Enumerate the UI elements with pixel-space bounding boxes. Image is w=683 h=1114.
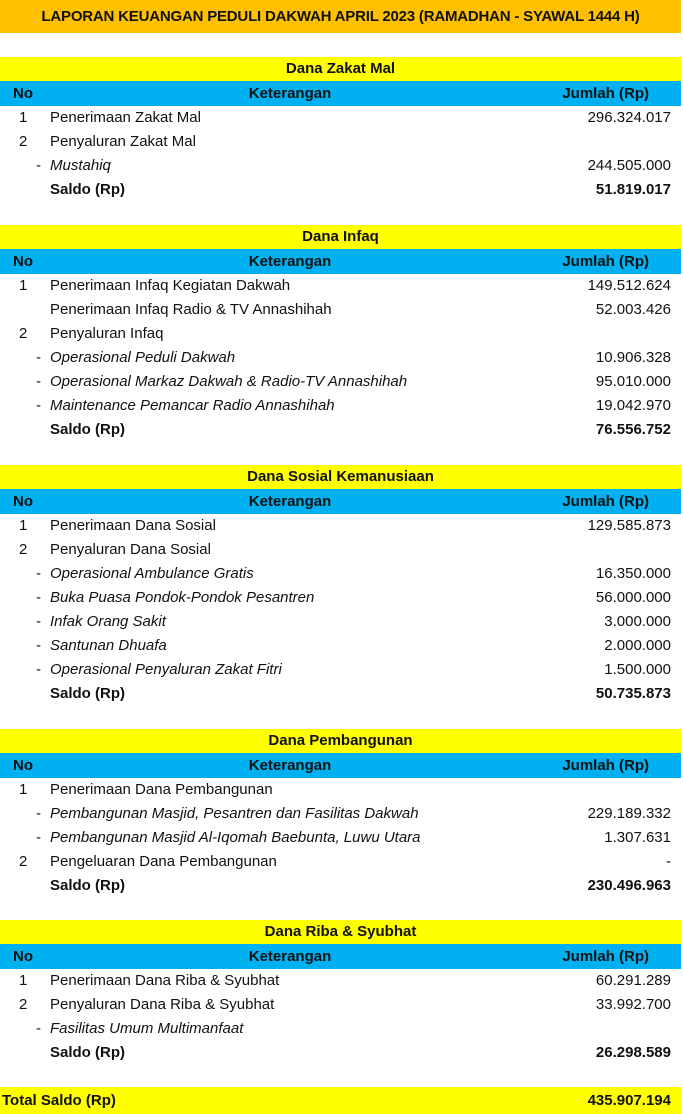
row-label: Mustahiq xyxy=(50,157,111,174)
row-amount: 1.307.631 xyxy=(604,829,671,846)
row-amount: 230.496.963 xyxy=(587,877,671,894)
row-dash: - xyxy=(36,1020,41,1037)
table-row xyxy=(0,178,681,202)
section-title: Dana Sosial Kemanusiaan xyxy=(0,465,681,489)
row-amount: 60.291.289 xyxy=(595,972,671,989)
table-row xyxy=(0,538,681,562)
row-label: Operasional Markaz Dakwah & Radio-TV Annashihah xyxy=(50,373,408,390)
row-number: 1 xyxy=(19,517,28,534)
row-label: Operasional Ambulance Gratis xyxy=(50,565,254,582)
row-amount: 244.505.000 xyxy=(587,157,671,174)
row-label: Penerimaan Infaq Kegiatan Dakwah xyxy=(50,277,291,294)
col-keterangan: Keterangan xyxy=(248,948,332,965)
table-row xyxy=(0,1017,681,1041)
col-jumlah: Jumlah (Rp) xyxy=(562,757,649,774)
table-row xyxy=(0,850,681,874)
row-number: 2 xyxy=(19,325,28,342)
row-label: Saldo (Rp) xyxy=(50,877,125,894)
table-row xyxy=(0,106,681,130)
row-amount: 10.906.328 xyxy=(595,349,671,366)
row-amount: 2.000.000 xyxy=(604,637,671,654)
col-jumlah: Jumlah (Rp) xyxy=(562,85,649,102)
table-row xyxy=(0,514,681,538)
row-dash: - xyxy=(36,349,41,366)
table-row xyxy=(0,130,681,154)
table-row xyxy=(0,346,681,370)
row-dash: - xyxy=(36,661,41,678)
column-header xyxy=(0,81,681,106)
col-no: No xyxy=(13,253,33,270)
row-label: Penerimaan Infaq Radio & TV Annashihah xyxy=(50,301,332,318)
row-label: Maintenance Pemancar Radio Annashihah xyxy=(50,397,335,414)
total-saldo-amount: 435.907.194 xyxy=(587,1092,671,1109)
table-row xyxy=(0,394,681,418)
table-row xyxy=(0,874,681,898)
row-label: Saldo (Rp) xyxy=(50,421,125,438)
section-dana-sosial-kemanusiaan xyxy=(0,465,681,706)
table-row xyxy=(0,274,681,298)
row-number: 2 xyxy=(19,541,28,558)
table-row xyxy=(0,969,681,993)
section-title: Dana Pembangunan xyxy=(0,729,681,753)
row-dash: - xyxy=(36,373,41,390)
row-amount: 52.003.426 xyxy=(595,301,671,318)
table-row xyxy=(0,993,681,1017)
row-amount: 1.500.000 xyxy=(604,661,671,678)
section-dana-zakat-mal xyxy=(0,57,681,202)
table-row xyxy=(0,826,681,850)
table-row xyxy=(0,586,681,610)
row-label: Buka Puasa Pondok-Pondok Pesantren xyxy=(50,589,315,606)
total-saldo-row xyxy=(0,1087,681,1114)
row-amount: 33.992.700 xyxy=(595,996,671,1013)
section-title: Dana Riba & Syubhat xyxy=(0,920,681,944)
row-amount: 56.000.000 xyxy=(595,589,671,606)
col-keterangan: Keterangan xyxy=(248,757,332,774)
row-label: Pengeluaran Dana Pembangunan xyxy=(50,853,277,870)
row-amount: 129.585.873 xyxy=(587,517,671,534)
row-label: Saldo (Rp) xyxy=(50,181,125,198)
col-keterangan: Keterangan xyxy=(248,85,332,102)
table-row xyxy=(0,370,681,394)
row-amount: 19.042.970 xyxy=(595,397,671,414)
section-title: Dana Zakat Mal xyxy=(0,57,681,81)
row-number: 1 xyxy=(19,109,28,126)
col-no: No xyxy=(13,757,33,774)
table-row xyxy=(0,1041,681,1065)
row-dash: - xyxy=(36,637,41,654)
row-label: Operasional Peduli Dakwah xyxy=(50,349,236,366)
table-row xyxy=(0,658,681,682)
col-jumlah: Jumlah (Rp) xyxy=(562,493,649,510)
row-number: 2 xyxy=(19,853,28,870)
row-amount: 3.000.000 xyxy=(604,613,671,630)
row-dash: - xyxy=(36,805,41,822)
section-dana-riba-syubhat xyxy=(0,920,681,1065)
row-label: Penyaluran Zakat Mal xyxy=(50,133,196,150)
table-row xyxy=(0,634,681,658)
row-label: Penerimaan Dana Riba & Syubhat xyxy=(50,972,280,989)
table-row xyxy=(0,682,681,706)
row-label: Pembangunan Masjid, Pesantren dan Fasilitas Dakwah xyxy=(50,805,419,822)
row-number: 1 xyxy=(19,972,28,989)
column-header xyxy=(0,753,681,778)
row-label: Saldo (Rp) xyxy=(50,1044,125,1061)
row-label: Fasilitas Umum Multimanfaat xyxy=(50,1020,244,1037)
row-label: Penerimaan Dana Sosial xyxy=(50,517,216,534)
row-amount: 296.324.017 xyxy=(587,109,671,126)
row-dash: - xyxy=(36,829,41,846)
table-row xyxy=(0,778,681,802)
row-dash: - xyxy=(36,157,41,174)
section-dana-pembangunan xyxy=(0,729,681,898)
section-title: Dana Infaq xyxy=(0,225,681,249)
table-row xyxy=(0,562,681,586)
table-row xyxy=(0,418,681,442)
row-amount: 229.189.332 xyxy=(587,805,671,822)
row-amount: - xyxy=(666,853,671,870)
col-keterangan: Keterangan xyxy=(248,253,332,270)
row-amount: 51.819.017 xyxy=(595,181,671,198)
row-label: Santunan Dhuafa xyxy=(50,637,167,654)
row-label: Penyaluran Dana Riba & Syubhat xyxy=(50,996,275,1013)
row-label: Operasional Penyaluran Zakat Fitri xyxy=(50,661,282,678)
row-label: Penerimaan Dana Pembangunan xyxy=(50,781,273,798)
row-dash: - xyxy=(36,589,41,606)
row-label: Penyaluran Infaq xyxy=(50,325,164,342)
row-label: Infak Orang Sakit xyxy=(50,613,166,630)
row-number: 2 xyxy=(19,133,28,150)
col-jumlah: Jumlah (Rp) xyxy=(562,253,649,270)
col-jumlah: Jumlah (Rp) xyxy=(562,948,649,965)
row-number: 1 xyxy=(19,277,28,294)
table-row xyxy=(0,322,681,346)
row-amount: 26.298.589 xyxy=(595,1044,671,1061)
report-title: LAPORAN KEUANGAN PEDULI DAKWAH APRIL 2023 (RAMADHAN - SYAWAL 1444 H) xyxy=(0,0,681,33)
row-amount: 50.735.873 xyxy=(595,685,671,702)
row-number: 1 xyxy=(19,781,28,798)
row-number: 2 xyxy=(19,996,28,1013)
row-label: Pembangunan Masjid Al-Iqomah Baebunta, Luwu Utara xyxy=(50,829,421,846)
col-no: No xyxy=(13,493,33,510)
table-row xyxy=(0,298,681,322)
row-amount: 76.556.752 xyxy=(595,421,671,438)
row-label: Penyaluran Dana Sosial xyxy=(50,541,211,558)
column-header xyxy=(0,944,681,969)
section-dana-infaq xyxy=(0,225,681,442)
row-amount: 16.350.000 xyxy=(595,565,671,582)
row-amount: 149.512.624 xyxy=(587,277,671,294)
table-row xyxy=(0,610,681,634)
row-dash: - xyxy=(36,613,41,630)
column-header xyxy=(0,489,681,514)
col-no: No xyxy=(13,85,33,102)
row-label: Saldo (Rp) xyxy=(50,685,125,702)
col-keterangan: Keterangan xyxy=(248,493,332,510)
total-saldo-label: Total Saldo (Rp) xyxy=(2,1092,116,1109)
column-header xyxy=(0,249,681,274)
row-dash: - xyxy=(36,565,41,582)
row-label: Penerimaan Zakat Mal xyxy=(50,109,201,126)
table-row xyxy=(0,154,681,178)
row-amount: 95.010.000 xyxy=(595,373,671,390)
table-row xyxy=(0,802,681,826)
row-dash: - xyxy=(36,397,41,414)
col-no: No xyxy=(13,948,33,965)
